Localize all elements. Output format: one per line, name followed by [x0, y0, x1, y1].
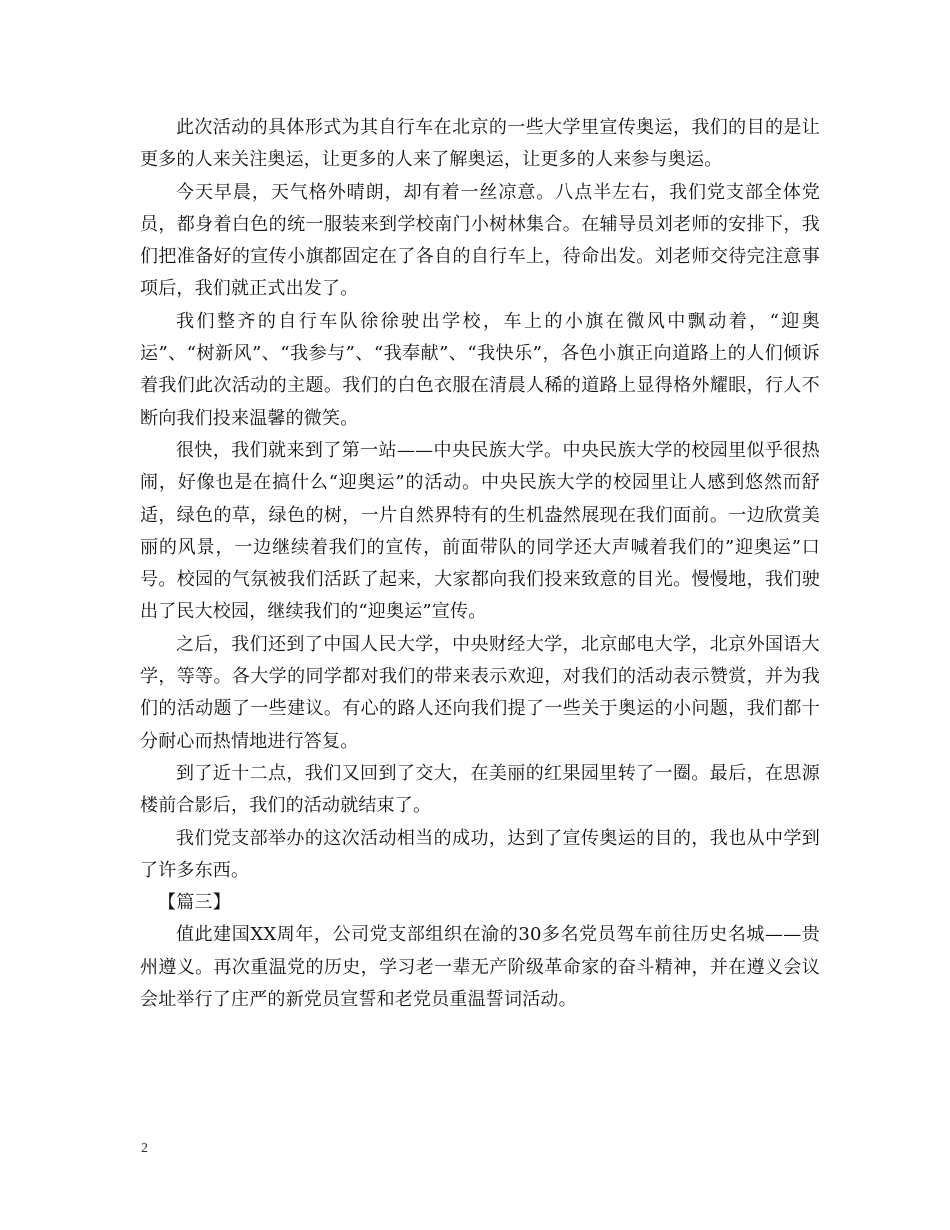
paragraph: 到了近十二点，我们又回到了交大，在美丽的红果园里转了一圈。最后，在思源楼前合影后，我们的活动就结束了。	[140, 762, 820, 817]
page-number: 2	[141, 1141, 148, 1156]
paragraph: 值此建国XX周年，公司党支部组织在渝的30多名党员驾车前往历史名城——贵州遵义。再次重温党的历史，学习老一辈无产阶级革命家的奋斗精神，并在遵义会议会址举行了庄严的新党员宣誓和老党员重温誓词活动。	[140, 924, 820, 1011]
document-body	[140, 112, 820, 1016]
paragraph: 很快，我们就来到了第一站——中央民族大学。中央民族大学的校园里似乎很热闹，好像也是在搞什么“迎奥运”的活动。中央民族大学的校园里让人感到悠然而舒适，绿色的草，绿色的树，一片自然界特有的生机盎然展现在我们面前。一边欣赏美丽的风景，一边继续着我们的宣传，前面带队的同学还大声喊着我们的”迎奥运”口号。校园的气氛被我们活跃了起来，大家都向我们投来致意的目光。慢慢地，我们驶出了民大校园，继续我们的“迎奥运”宣传。	[140, 439, 820, 623]
paragraph: 之后，我们还到了中国人民大学，中央财经大学，北京邮电大学，北京外国语大学，等等。各大学的同学都对我们的带来表示欢迎，对我们的活动表示赞赏，并为我们的活动题了一些建议。有心的路人还向我们提了一些关于奥运的小问题，我们都十分耐心而热情地进行答复。	[140, 633, 820, 752]
paragraph: 此次活动的具体形式为其自行车在北京的一些大学里宣传奥运，我们的目的是让更多的人来关注奥运，让更多的人来了解奥运，让更多的人来参与奥运。	[140, 117, 820, 171]
paragraph: 我们党支部举办的这次活动相当的成功，达到了宣传奥运的目的，我也从中学到了许多东西。	[140, 827, 820, 881]
paragraph: 今天早晨，天气格外晴朗，却有着一丝凉意。八点半左右，我们党支部全体党员，都身着白色的统一服装来到学校南门小树林集合。在辅导员刘老师的安排下，我们把准备好的宣传小旗都固定在了各自的自行车上，待命出发。刘老师交待完注意事项后，我们就正式出发了。	[140, 181, 820, 300]
paragraph: 我们整齐的自行车队徐徐驶出学校，车上的小旗在微风中飘动着，“迎奥运”、“树新风”、“我参与”、“我奉献”、“我快乐”，各色小旗正向道路上的人们倾诉着我们此次活动的主题。我们的白色衣服在清晨人稀的道路上显得格外耀眼，行人不断向我们投来温馨的微笑。	[140, 310, 820, 429]
section-heading: 【篇三】	[158, 892, 231, 914]
